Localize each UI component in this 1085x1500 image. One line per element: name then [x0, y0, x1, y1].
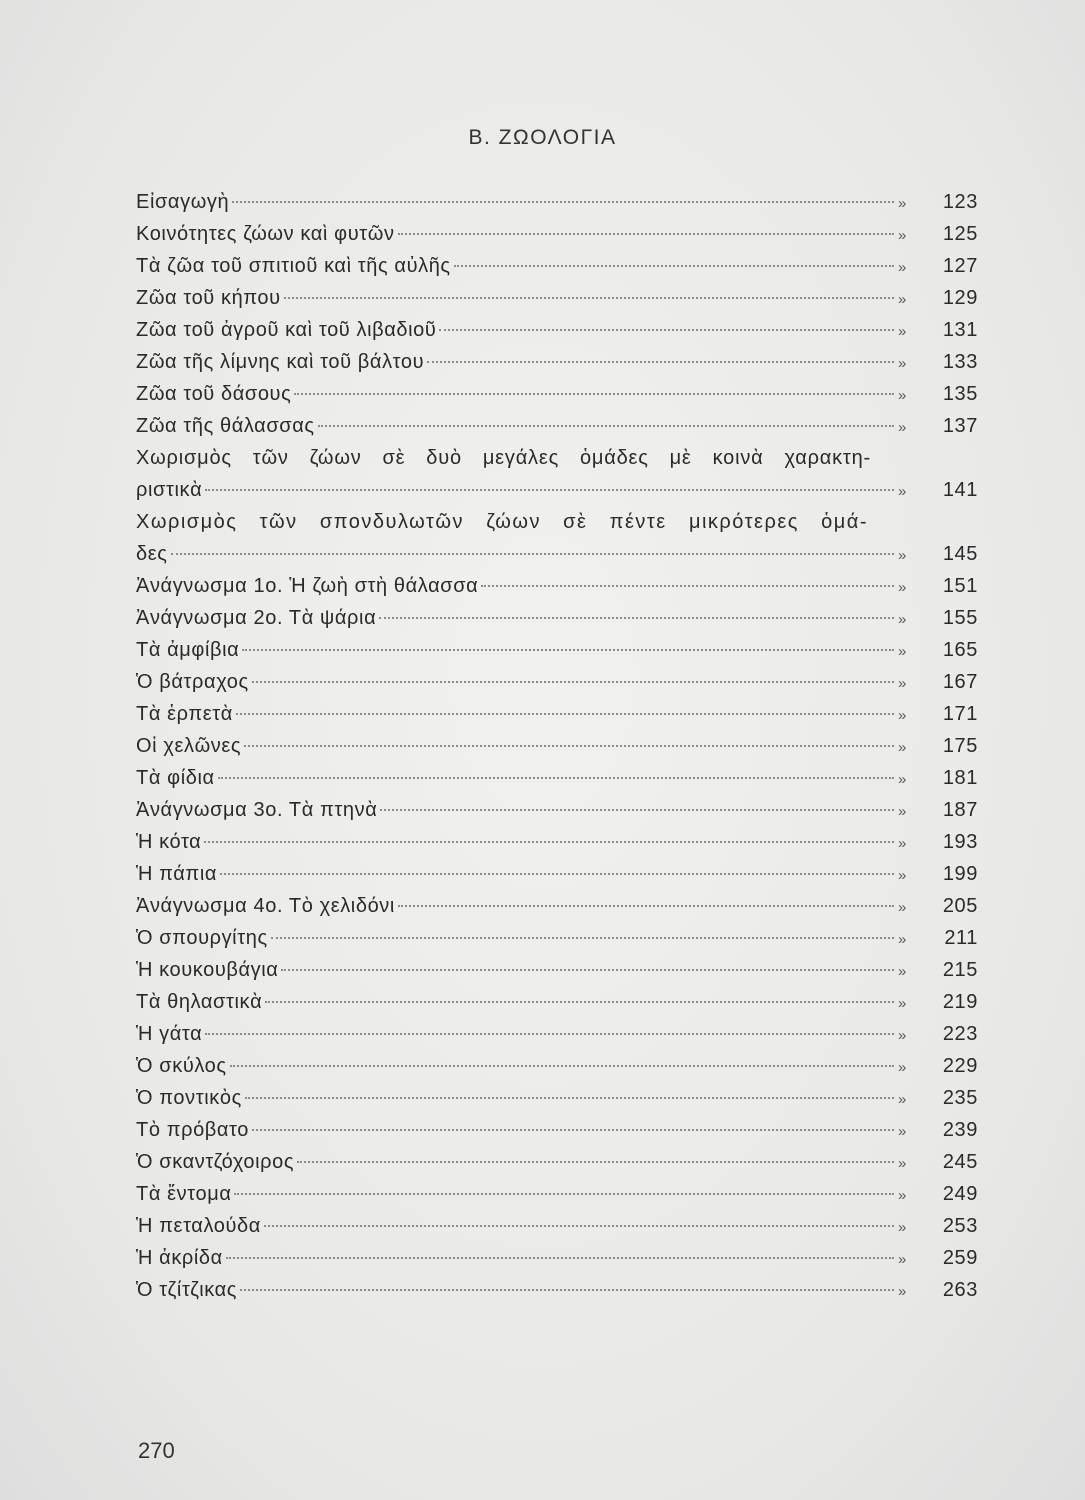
- table-of-contents: [136, 186, 978, 1306]
- toc-entry-page: 145: [942, 543, 978, 565]
- page-marker: »: [898, 259, 907, 276]
- toc-entry-page: 127: [942, 255, 978, 277]
- toc-entry-label: Ἀνάγνωσμα 4ο. Τὸ χελιδόνι: [136, 895, 395, 917]
- dot-leader: [171, 553, 895, 555]
- toc-entry: [136, 186, 978, 218]
- toc-entry: [136, 954, 978, 986]
- toc-entry-page: 123: [942, 191, 978, 213]
- toc-entry-label: Κοινότητες ζώων καὶ φυτῶν: [136, 223, 395, 245]
- page-marker: »: [898, 291, 907, 308]
- toc-entry: [136, 570, 978, 602]
- toc-entry-page: 215: [942, 959, 978, 981]
- page-marker: »: [898, 387, 907, 404]
- dot-leader: [252, 1129, 894, 1131]
- toc-entry-label: Ὁ σκαντζόχοιρος: [136, 1151, 295, 1173]
- page-marker: »: [898, 931, 907, 948]
- toc-entry-label: Τὰ ἀμφίβια: [136, 639, 240, 661]
- dot-leader: [245, 1097, 894, 1099]
- page-marker: »: [898, 995, 907, 1012]
- toc-entry: [136, 698, 978, 730]
- toc-entry: [136, 538, 978, 570]
- page-marker: »: [898, 771, 907, 788]
- dot-leader: [271, 937, 894, 939]
- toc-entry-label: Ζῶα τῆς λίμνης καὶ τοῦ βάλτου: [136, 351, 425, 373]
- toc-entry-page: 211: [944, 927, 978, 949]
- toc-entry-page: 129: [942, 287, 978, 309]
- toc-entry-page: 245: [942, 1151, 978, 1173]
- page-marker: »: [898, 1251, 907, 1268]
- page-marker: »: [898, 1155, 907, 1172]
- page-marker: »: [898, 867, 907, 884]
- toc-entry: [136, 314, 978, 346]
- page-marker: »: [898, 579, 907, 596]
- dot-leader: [297, 1161, 894, 1163]
- toc-entry-label: Τὰ φίδια: [136, 767, 215, 789]
- page-marker: »: [898, 1283, 907, 1300]
- page-marker: »: [898, 835, 907, 852]
- toc-entry-page: 229: [942, 1055, 978, 1077]
- toc-entry-label: Οἱ χελῶνες: [136, 735, 242, 757]
- page-marker: »: [898, 355, 907, 372]
- toc-entry-label: Ζῶα τοῦ δάσους: [136, 383, 292, 405]
- toc-entry-page: 165: [942, 639, 978, 661]
- toc-group-a: [136, 186, 978, 442]
- toc-entry-page: 167: [942, 671, 978, 693]
- toc-entry: [136, 378, 978, 410]
- toc-entry-page: 253: [942, 1215, 978, 1237]
- toc-entry-page: 205: [942, 895, 978, 917]
- toc-entry-label: Ζῶα τοῦ κήπου: [136, 287, 281, 309]
- toc-entry-page: 249: [942, 1183, 978, 1205]
- toc-entry: [136, 1114, 978, 1146]
- page-marker: »: [898, 323, 907, 340]
- dot-leader: [226, 1257, 894, 1259]
- toc-entry-page: 199: [942, 863, 978, 885]
- toc-entry: [136, 730, 978, 762]
- toc-entry-label: Ἡ γάτα: [136, 1023, 203, 1045]
- page-marker: »: [898, 1059, 907, 1076]
- toc-entry: [136, 1274, 978, 1306]
- toc-entry-page: 235: [942, 1087, 978, 1109]
- toc-entry-label: Τὰ ἑρπετὰ: [136, 703, 233, 725]
- dot-leader: [294, 393, 894, 395]
- page-marker: »: [898, 1123, 907, 1140]
- dot-leader: [264, 1225, 894, 1227]
- page-marker: »: [898, 707, 907, 724]
- toc-entry-page: 259: [942, 1247, 978, 1269]
- toc-entry-label: Τὰ ζῶα τοῦ σπιτιοῦ καὶ τῆς αὐλῆς: [136, 255, 451, 277]
- toc-entry: [136, 410, 978, 442]
- toc-entry-label: Ἀνάγνωσμα 1ο. Ἡ ζωὴ στὴ θάλασσα: [136, 575, 479, 597]
- dot-leader: [439, 329, 894, 331]
- toc-entry: [136, 890, 978, 922]
- toc-entry-page: 125: [942, 223, 978, 245]
- page-marker: »: [898, 1027, 907, 1044]
- toc-entry: [136, 346, 978, 378]
- dot-leader: [427, 361, 894, 363]
- toc-entry-page: 193: [942, 831, 978, 853]
- toc-entry: [136, 986, 978, 1018]
- dot-leader: [240, 1289, 894, 1291]
- toc-entry-page: 239: [942, 1119, 978, 1141]
- toc-entry: [136, 602, 978, 634]
- dot-leader: [265, 1001, 894, 1003]
- toc-entry-label: ριστικὰ: [136, 479, 203, 501]
- toc-entry-label: Τὰ ἔντομα: [136, 1183, 232, 1205]
- toc-entry: [136, 474, 978, 506]
- toc-entry-label: Ζῶα τῆς θάλασσας: [136, 415, 315, 437]
- toc-entry-page: 171: [942, 703, 978, 725]
- toc-entry-page: 181: [942, 767, 978, 789]
- toc-entry-page: 263: [942, 1279, 978, 1301]
- toc-entry-label: Ζῶα τοῦ ἀγροῦ καὶ τοῦ λιβαδιοῦ: [136, 319, 437, 341]
- dot-leader: [454, 265, 894, 267]
- toc-entry-label: Ὁ βάτραχος: [136, 671, 249, 693]
- toc-entry-label: Ὁ ποντικὸς: [136, 1087, 242, 1109]
- dot-leader: [281, 969, 894, 971]
- dot-leader: [244, 745, 894, 747]
- toc-entry: [136, 1050, 978, 1082]
- toc-entry-page: 135: [942, 383, 978, 405]
- toc-entry-label: Ἡ πεταλούδα: [136, 1215, 261, 1237]
- toc-entry: [136, 1146, 978, 1178]
- section-title: Β. ΖΩΟΛΟΓΙΑ: [468, 126, 617, 149]
- toc-entry: [136, 1018, 978, 1050]
- toc-entry-page: 155: [942, 607, 978, 629]
- dot-leader: [218, 777, 894, 779]
- dot-leader: [234, 1193, 894, 1195]
- toc-entry: [136, 218, 978, 250]
- page-marker: »: [898, 739, 907, 756]
- page-marker: »: [898, 419, 907, 436]
- page-marker: »: [898, 899, 907, 916]
- toc-entry: [136, 826, 978, 858]
- toc-entry-page: 175: [942, 735, 978, 757]
- toc-entry: [136, 1210, 978, 1242]
- dot-leader: [481, 585, 894, 587]
- toc-entry-wrapped-2: [136, 506, 978, 570]
- toc-entry: [136, 1242, 978, 1274]
- toc-entry: [136, 794, 978, 826]
- page-number: 270: [138, 1438, 175, 1463]
- dot-leader: [220, 873, 894, 875]
- toc-entry-label: δες: [136, 543, 168, 565]
- toc-entry: [136, 282, 978, 314]
- toc-entry-page: 223: [942, 1023, 978, 1045]
- page-marker: »: [898, 803, 907, 820]
- toc-entry-label: Ἡ κότα: [136, 831, 202, 853]
- toc-entry-page: 187: [942, 799, 978, 821]
- toc-entry-label: Εἰσαγωγὴ: [136, 191, 230, 213]
- toc-entry: [136, 666, 978, 698]
- dot-leader: [205, 1033, 894, 1035]
- dot-leader: [318, 425, 894, 427]
- toc-entry: [136, 1082, 978, 1114]
- dot-leader: [242, 649, 894, 651]
- page-marker: »: [898, 483, 907, 500]
- toc-entry-line: Χωρισμὸς τῶν ζώων σὲ δυὸ μεγάλες ὁμάδες μὲ κοινὰ χαρακτη-: [136, 447, 871, 469]
- dot-leader: [252, 681, 894, 683]
- toc-entry-label: Ὁ σκύλος: [136, 1055, 227, 1077]
- page-marker: »: [898, 195, 907, 212]
- toc-entry: [136, 858, 978, 890]
- toc-entry-wrapped-1: [136, 442, 978, 506]
- toc-entry-label: Τὸ πρόβατο: [136, 1119, 250, 1141]
- dot-leader: [230, 1065, 894, 1067]
- toc-group-b: [136, 570, 978, 1306]
- toc-entry-label: Ἡ ἀκρίδα: [136, 1247, 223, 1269]
- toc-entry-label: Ἡ κουκουβάγια: [136, 959, 279, 981]
- toc-entry: [136, 762, 978, 794]
- page-marker: »: [898, 611, 907, 628]
- toc-entry-page: 219: [942, 991, 978, 1013]
- toc-entry: [136, 250, 978, 282]
- dot-leader: [398, 905, 894, 907]
- toc-entry-label: Ἀνάγνωσμα 3ο. Τὰ πτηνὰ: [136, 799, 378, 821]
- toc-entry-page: 131: [942, 319, 978, 341]
- toc-entry-label: Ὁ τζίτζικας: [136, 1279, 238, 1301]
- dot-leader: [205, 489, 894, 491]
- toc-entry-label: Ὁ σπουργίτης: [136, 927, 268, 949]
- toc-entry-page: 137: [942, 415, 978, 437]
- dot-leader: [380, 809, 894, 811]
- toc-entry: [136, 1178, 978, 1210]
- toc-entry-page: 151: [942, 575, 978, 597]
- toc-entry-label: Τὰ θηλαστικὰ: [136, 991, 263, 1013]
- toc-entry-line: Χωρισμὸς τῶν σπονδυλωτῶν ζώων σὲ πέντε μικρότερες ὁμά-: [136, 511, 868, 533]
- dot-leader: [379, 617, 894, 619]
- toc-entry: [136, 634, 978, 666]
- dot-leader: [232, 201, 894, 203]
- toc-entry-label: Ἀνάγνωσμα 2ο. Τὰ ψάρια: [136, 607, 377, 629]
- page-marker: »: [898, 1187, 907, 1204]
- page-marker: »: [898, 675, 907, 692]
- page-marker: »: [898, 643, 907, 660]
- page-marker: »: [898, 547, 907, 564]
- dot-leader: [398, 233, 894, 235]
- page-marker: »: [898, 227, 907, 244]
- dot-leader: [204, 841, 894, 843]
- toc-entry-label: Ἡ πάπια: [136, 863, 218, 885]
- toc-entry-page: 133: [942, 351, 978, 373]
- page-marker: »: [898, 963, 907, 980]
- page-marker: »: [898, 1091, 907, 1108]
- page-marker: »: [898, 1219, 907, 1236]
- toc-entry: [136, 922, 978, 954]
- toc-entry-page: 141: [942, 479, 978, 501]
- dot-leader: [236, 713, 894, 715]
- dot-leader: [284, 297, 894, 299]
